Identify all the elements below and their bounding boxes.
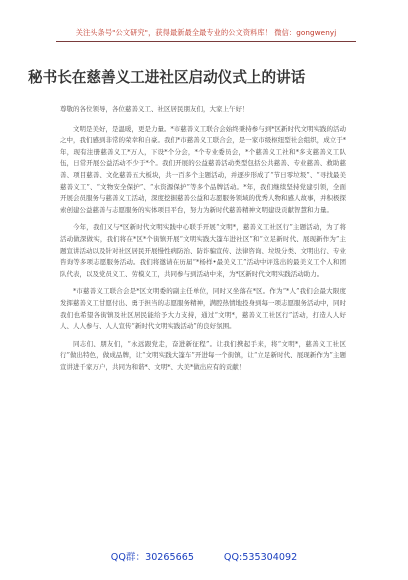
document-body — [60, 104, 346, 379]
contact-footer — [0, 549, 408, 563]
qq-group-text: QQ群：30265665 — [110, 552, 194, 563]
promo-banner-text: 关注头条号"公文研究"，获得最新最全最专业的公文资料库！ 微信：gongwenyj — [75, 28, 337, 37]
paragraph: 今年，我们又与*区新时代文明实践中心联手开展“文明*，慈善义工社区行”主题活动，为了将活动做深做实，我们将在*区*个街镇开展“文明实践大篷车进社区”和“立足新时代、展现新作为”主题宣讲活动以及针对社区居民开展慢性病防治、防诈骗宣传、法律咨询、垃圾分类、文明出行、专业咨询等多项志愿服务活动。我们将邀请在历届“*杨样•最美义工”活动中评选出的最美义工个人和团队代表，以及党员义工、劳模义工，共同参与到活动中来，为*区新时代文明实践活动助力。 — [60, 223, 346, 278]
paragraph: 文明是美好，是温暖，更是力量。*市慈善义工联合会始终秉持参与到*区新时代文明实践的活动之中，我们感到非常的荣幸和自豪。我们*市慈善义工联合会，是一家市级枢纽型社会组织，成立于*年，现有注册慈善义工*万人，下设*个分会，*个专业委员会，*个慈善义工社和*多支慈善义工队伍，日常开展公益活动不少于*个。我们开展的公益慈善活动类型包括公共慈善、专业慈善、救助慈善、项目慈善、文化慈善五大板块，共一百多个主题活动，并逐步形成了“节日零垃圾”、“寻找最美慈善义工”、“文物安全保护”、“水资源保护”等多个品牌活动。*年，我们继续坚持党建引领，全面开展会员服务与慈善义工活动，深度挖掘慈善公益和志愿服务领域的优秀人物和感人故事，并积极探索创建公益慈善与志愿服务的实体项目平台，努力为新时代慈善精神文明建设贡献智慧和力量。 — [60, 124, 346, 214]
document-title: 秘书长在慈善义工进社区启动仪式上的讲话 — [28, 69, 306, 86]
salutation: 尊敬的各位领导，各位慈善义工、社区居民朋友们，大家上午好！ — [60, 105, 249, 113]
paragraph: 同志们、朋友们，“永远跟党走，奋进新征程”。让我们携起手来，将“文明*，慈善义工社区行”做出特色，做成品牌，让“文明实践大篷车”开进每一个街镇，让“立足新时代、展现新作为”主题宣讲进千家万户，共同为和谐*、文明*、大美*做出应有的贡献！ — [60, 339, 346, 371]
qq-text: QQ:535304092 — [223, 552, 298, 563]
promo-banner — [56, 20, 356, 42]
paragraph: *市慈善义工联合会是*区文明委的副主任单位，同时又坐落在*区。作为“*人”我们会最大限度发挥慈善义工甘愿付出、勇于担当的志愿服务精神，满腔热情地投身到每一项志愿服务活动中，同时我们也希望各街镇及社区居民能给予大力支持，通过“文明*，慈善义工社区行”活动，打造人人好人、人人参与、人人宣传“新时代文明实践活动”的良好氛围。 — [60, 287, 346, 331]
